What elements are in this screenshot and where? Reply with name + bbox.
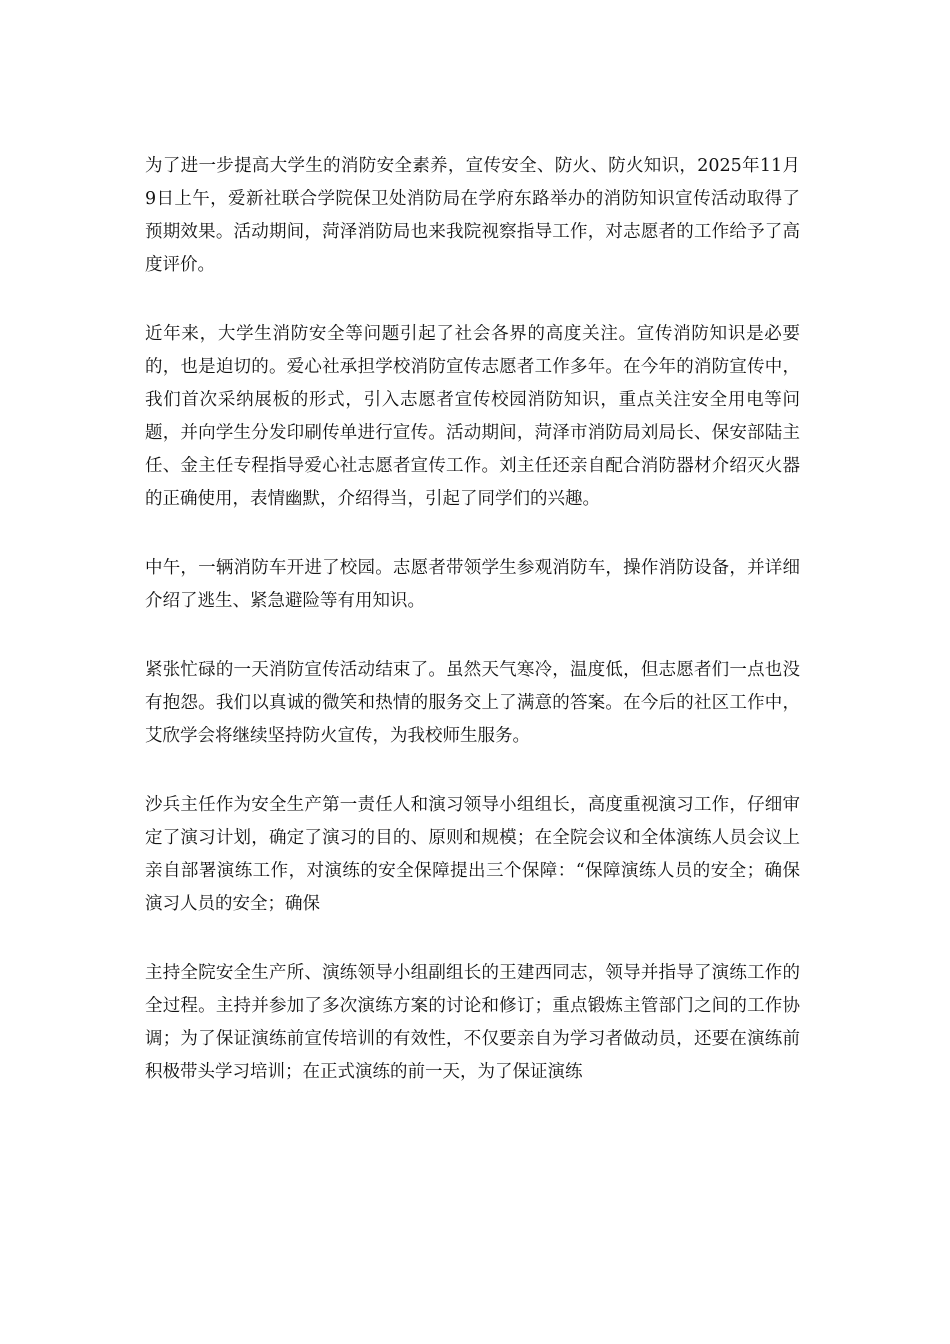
document-body xyxy=(145,150,800,1125)
paragraph-3: 中午，一辆消防车开进了校园。志愿者带领学生参观消防车，操作消防设备，并详细介绍了逃生、紧急避险等有用知识。 xyxy=(145,558,800,611)
paragraph-6: 主持全院安全生产所、演练领导小组副组长的王建西同志，领导并指导了演练工作的全过程。主持并参加了多次演练方案的讨论和修订；重点锻炼主管部门之间的工作协调；为了保证演练前宣传培训的有效性，不仅要亲自为学习者做动员，还要在演练前积极带头学习培训；在正式演练的前一天，为了保证演练 xyxy=(145,963,800,1082)
paragraph-2: 近年来，大学生消防安全等问题引起了社会各界的高度关注。宣传消防知识是必要的，也是迫切的。爱心社承担学校消防宣传志愿者工作多年。在今年的消防宣传中，我们首次采纳展板的形式，引入志愿者宣传校园消防知识，重点关注安全用电等问题，并向学生分发印刷传单进行宣传。活动期间，菏泽市消防局刘局长、保安部陆主任、金主任专程指导爱心社志愿者宣传工作。刘主任还亲自配合消防器材介绍灭火器的正确使用，表情幽默，介绍得当，引起了同学们的兴趣。 xyxy=(145,324,800,509)
paragraph-1: 为了进一步提高大学生的消防安全素养，宣传安全、防火、防火知识，2025年11月9日上午，爱新社联合学院保卫处消防局在学府东路举办的消防知识宣传活动取得了预期效果。活动期间，菏泽消防局也来我院视察指导工作，对志愿者的工作给予了高度评价。 xyxy=(145,156,800,275)
paragraph-5: 沙兵主任作为安全生产第一责任人和演习领导小组组长，高度重视演习工作，仔细审定了演习计划，确定了演习的目的、原则和规模；在全院会议和全体演练人员会议上亲自部署演练工作，对演练的安全保障提出三个保障：“保障演练人员的安全；确保演习人员的安全；确保 xyxy=(145,795,800,914)
paragraph-4: 紧张忙碌的一天消防宣传活动结束了。虽然天气寒冷，温度低，但志愿者们一点也没有抱怨。我们以真诚的微笑和热情的服务交上了满意的答案。在今后的社区工作中，艾欣学会将继续坚持防火宣传，为我校师生服务。 xyxy=(145,660,800,746)
